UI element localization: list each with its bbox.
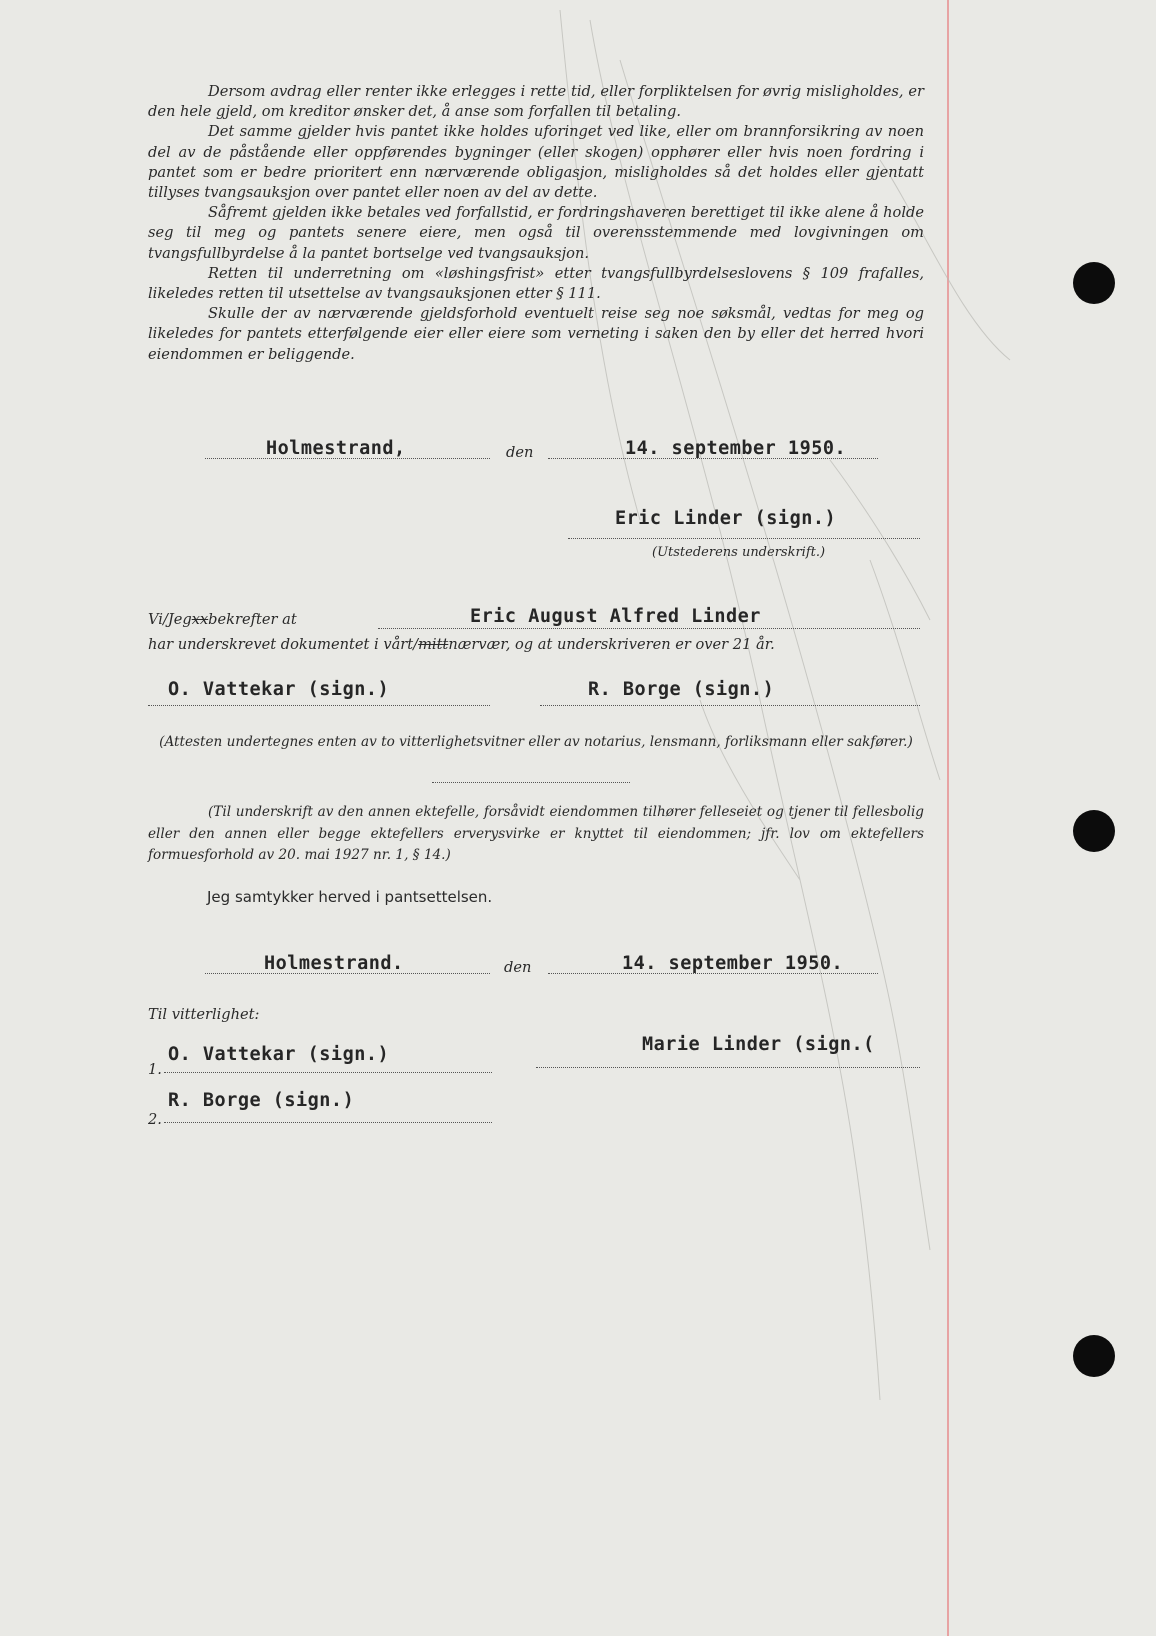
spouse-date-line bbox=[548, 973, 878, 974]
witness-num-1: 1. bbox=[148, 1061, 162, 1078]
spouse-witness-2-line bbox=[164, 1122, 492, 1123]
spouse-place: Holmestrand. bbox=[264, 953, 404, 974]
short-line bbox=[432, 782, 630, 783]
issuer-date: 14. september 1950. bbox=[625, 438, 847, 459]
cert-struck-1: xx bbox=[191, 611, 209, 628]
cert-line-2a: har underskrevet dokumentet i vårt/ bbox=[148, 636, 419, 653]
witness-heading: Til vitterlighet: bbox=[148, 1006, 260, 1023]
signature-caption: (Utstederens underskrift.) bbox=[652, 545, 826, 560]
cert-line-2 bbox=[148, 636, 775, 653]
issuer-den: den bbox=[506, 444, 534, 461]
certified-name: Eric August Alfred Linder bbox=[470, 606, 761, 627]
witness-1-line bbox=[148, 705, 490, 706]
cert-witness-2: R. Borge (sign.) bbox=[588, 679, 775, 700]
terms-paragraph-5: Skulle der av nærværende gjeldsforhold eventuelt reise seg noe søksmål, vedtas for meg og likeledes for pantets etterfølgende eier eller eiere som verneting i saken den by eller det herred hvori eiendommen er beliggende. bbox=[148, 305, 924, 363]
cert-prefix bbox=[148, 611, 297, 628]
spouse-note: (Til underskrift av den annen ektefelle, forsåvidt eiendommen tilhører felleseiet og tjener til fellesbolig eller den annen eller begge ektefellers erverysvirke er knyttet til eiendommen; jfr. lov om ektefellers formuesforhold av 20. mai 1927 nr. 1, § 14.) bbox=[148, 804, 924, 863]
cert-line-2b: nærvær, og at underskriveren er over 21 år. bbox=[448, 636, 775, 653]
terms-paragraph-3: Såfremt gjelden ikke betales ved forfallstid, er fordringshaveren berettiget til ikke alene å holde seg til meg og pantets senere eiere, men også til overensstemmende med lovgivningen om tvangsfullbyrdelse å la pantet bortselge ved tvangsauksjon. bbox=[148, 204, 924, 262]
name-line bbox=[378, 628, 920, 629]
spouse-witness-1: O. Vattekar (sign.) bbox=[168, 1044, 390, 1065]
spouse-witness-2: R. Borge (sign.) bbox=[168, 1090, 355, 1111]
spouse-den: den bbox=[504, 959, 532, 976]
issuer-signature: Eric Linder (sign.) bbox=[615, 508, 837, 529]
spouse-place-line bbox=[205, 973, 490, 974]
terms-text bbox=[148, 82, 924, 365]
spouse-date: 14. september 1950. bbox=[622, 953, 844, 974]
cert-bekrefter: bekrefter at bbox=[208, 611, 297, 628]
cert-vi-jeg: Vi/Jeg bbox=[148, 611, 192, 628]
terms-paragraph-4: Retten til underretning om «løshingsfrist» etter tvangsfullbyrdelseslovens § 109 frafalles, likeledes retten til utsettelse av tvangsauksjonen etter § 111. bbox=[148, 264, 924, 303]
cert-witness-1: O. Vattekar (sign.) bbox=[168, 679, 390, 700]
signature-line bbox=[568, 538, 920, 539]
consent-text: Jeg samtykker herved i pantsettelsen. bbox=[207, 888, 493, 906]
spouse-signature: Marie Linder (sign.( bbox=[642, 1034, 875, 1055]
spouse-signature-line bbox=[536, 1067, 920, 1068]
cert-struck-2: mitt bbox=[418, 636, 449, 653]
issuer-place: Holmestrand, bbox=[266, 438, 406, 459]
spouse-witness-1-line bbox=[164, 1072, 492, 1073]
attest-note: (Attesten undertegnes enten av to vitterlighetsvitner eller av notarius, lensmann, forliksmann eller sakfører.) bbox=[159, 734, 913, 750]
witness-num-2: 2. bbox=[148, 1111, 162, 1128]
terms-paragraph-2: Det samme gjelder hvis pantet ikke holdes uforinget ved like, eller om brannforsikring av noen del av de påstående eller oppførendes bygninger (eller skogen) opphører eller hvis noen fordring i pantet som er bedre prioritert enn nærværende obligasjon, misligholdes så det holdes eller gjentatt tillyses tvangsauksjon over pantet eller noen av del av dette. bbox=[148, 123, 924, 202]
witness-2-line bbox=[540, 705, 920, 706]
terms-paragraph-1: Dersom avdrag eller renter ikke erlegges i rette tid, eller forpliktelsen for øvrig misligholdes, er den hele gjeld, om kreditor ønsker det, å anse som forfallen til betaling. bbox=[148, 83, 924, 121]
